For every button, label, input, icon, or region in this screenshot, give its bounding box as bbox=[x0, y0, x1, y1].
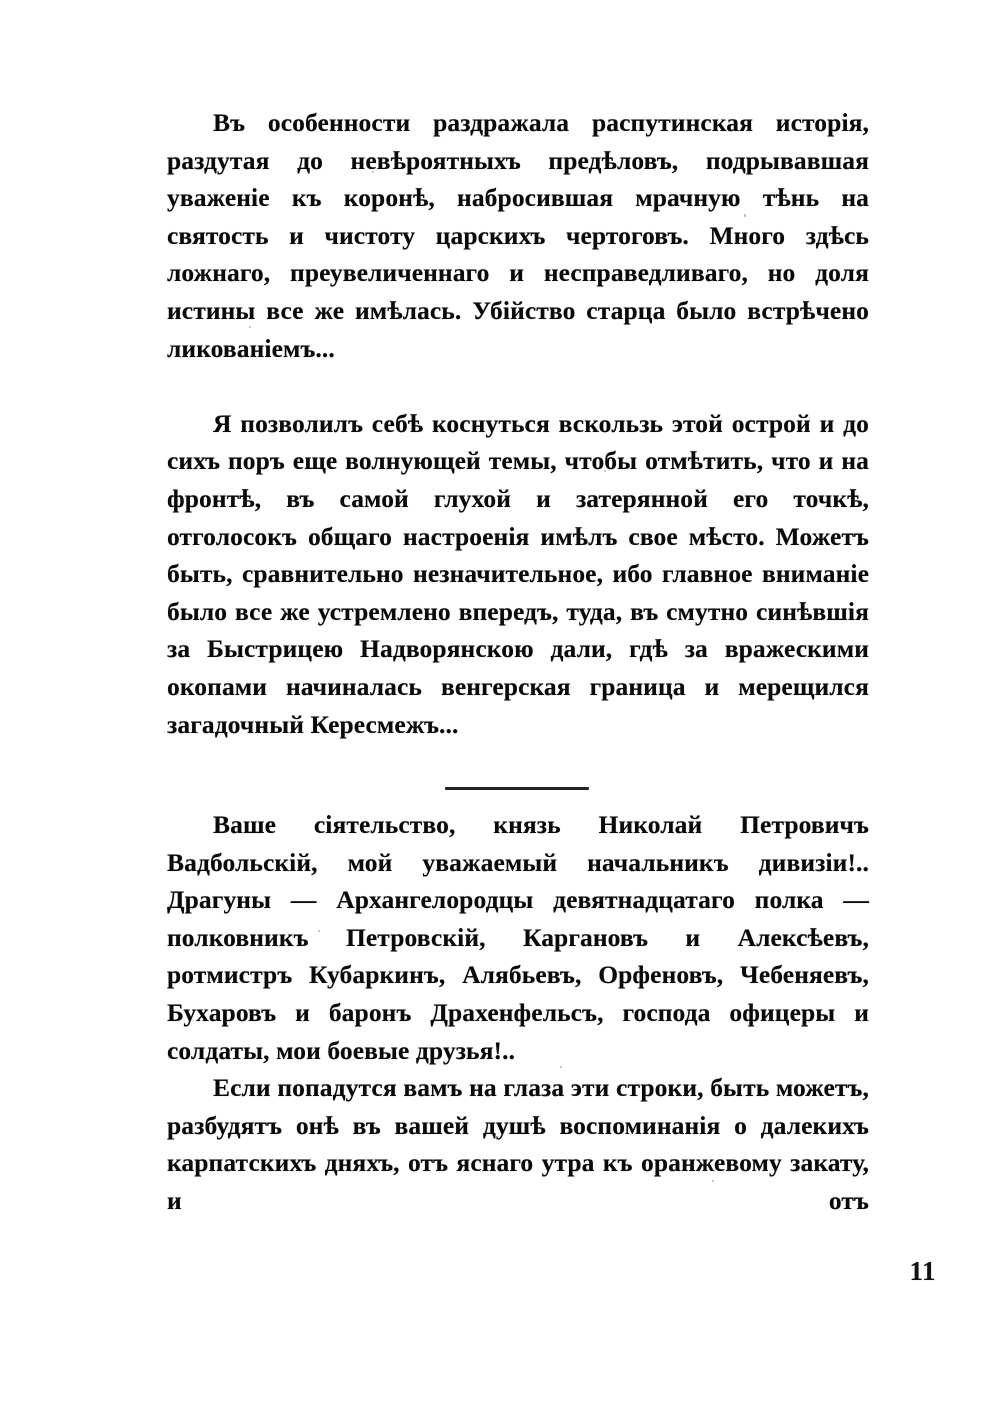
paragraph bbox=[167, 104, 869, 405]
section-divider bbox=[167, 770, 869, 810]
paragraph bbox=[167, 1069, 869, 1257]
paragraph-text: Ваше сіятельство, князь Николай Петровичъ Вадбольскій, мой уважаемый начальникъ дивизіи!.. Драгуны — Архангелородцы девятнадцатаго полка — полковникъ Петровскій, Каргановъ и Алексѣевъ, ротмистръ Кубаркинъ, Алябьевъ, Орфеновъ, Чебеняевъ, Бухаровъ и баронъ Драхенфельсъ, господа офицеры и солдаты, мои боевые друзья!.. bbox=[167, 810, 869, 1065]
paragraph-text: Если попадутся вамъ на глаза эти строки, быть можетъ, разбудятъ онѣ въ вашей душѣ воспоминанія о далекихъ карпатскихъ дняхъ, отъ яснаго утра къ оранжевому закату, и отъ bbox=[167, 1073, 869, 1215]
paragraph-text: Я позволилъ себѣ коснуться вскользь этой острой и до сихъ поръ еще волнующей темы, чтобы отмѣтить, что и на фронтѣ, въ самой глухой и затерянной его точкѣ, отголосокъ общаго настроенія имѣлъ свое мѣсто. Можетъ быть, сравнительно незначительное, ибо главное вниманіе было все же устремлено впередъ, туда, въ смутно синѣвшія за Быстрицею Надворянскою дали, гдѣ за вражескими окопами начиналась венгерская граница и мерещился загадочный Кересмежъ... bbox=[167, 408, 869, 739]
paragraph bbox=[167, 405, 869, 743]
text-block-lower bbox=[167, 806, 869, 1257]
paragraph bbox=[167, 806, 869, 1069]
section-divider-rule bbox=[445, 787, 589, 790]
page-number: 11 bbox=[909, 1256, 936, 1286]
paragraph-text: Въ особенности раздражала распутинская исторія, раздутая до невѣроятныхъ предѣловъ, подрывавшая уваженіе къ коронѣ, набросившая мрачную тѣнь на святость и чистоту царскихъ чертоговъ. Много здѣсь ложнаго, преувеличеннаго и несправедливаго, но доля истины все же имѣлась. Убійство старца было встрѣчено ликованіемъ... bbox=[167, 108, 869, 363]
text-block-upper bbox=[167, 104, 869, 743]
